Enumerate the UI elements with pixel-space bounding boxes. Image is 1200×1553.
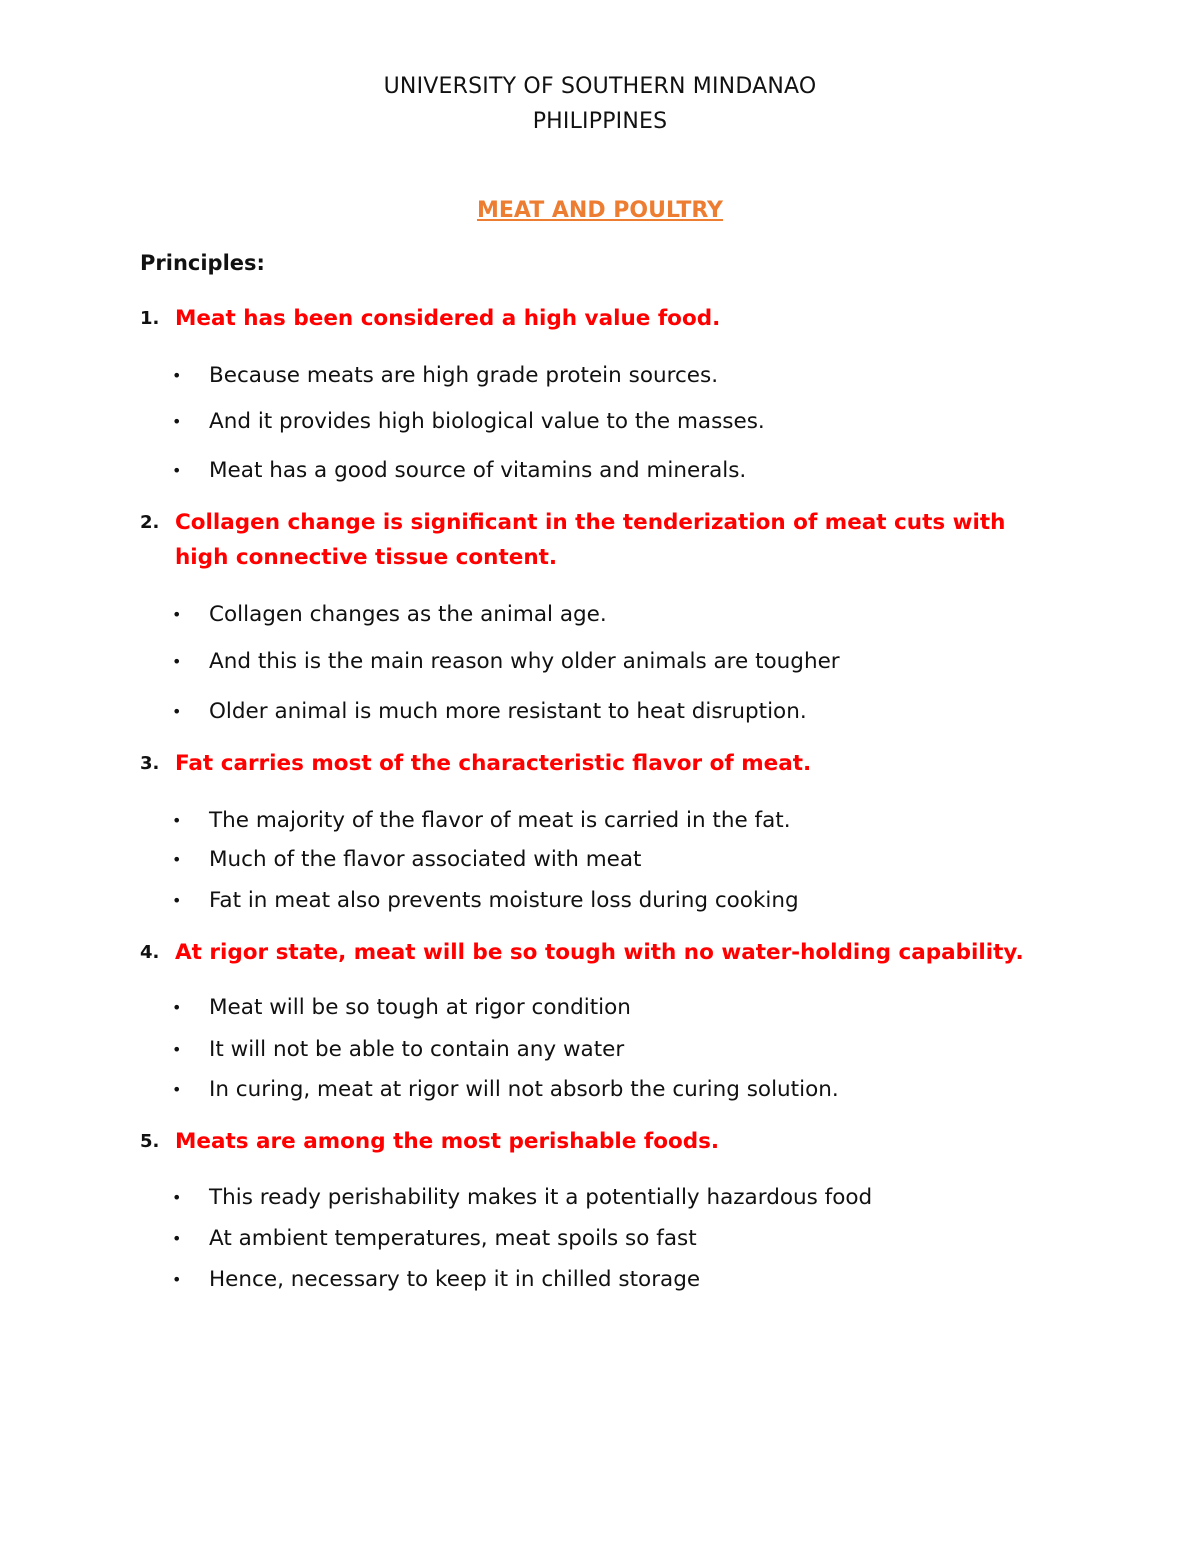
principle-heading bbox=[140, 301, 1060, 336]
list-item-text: Fat in meat also prevents moisture loss during cooking bbox=[209, 888, 799, 913]
bullet-icon: • bbox=[172, 998, 182, 1017]
principle-heading-text: Meat has been considered a high value food. bbox=[175, 306, 721, 331]
bullet-icon: • bbox=[172, 1229, 182, 1248]
principle-4 bbox=[140, 935, 1060, 970]
bullet-icon: • bbox=[172, 652, 182, 671]
principle-number: 1. bbox=[140, 308, 160, 329]
bullet-icon: • bbox=[172, 702, 182, 721]
principle-heading-text: Fat carries most of the characteristic flavor of meat. bbox=[175, 751, 812, 776]
list-item-text: Much of the flavor associated with meat bbox=[209, 847, 642, 872]
list-item-text: In curing, meat at rigor will not absorb the curing solution. bbox=[209, 1077, 839, 1102]
principle-heading bbox=[140, 1124, 1060, 1159]
principle-5 bbox=[140, 1124, 1060, 1159]
principle-heading bbox=[140, 746, 1060, 781]
list-item-text: Collagen changes as the animal age. bbox=[209, 602, 607, 627]
principle-heading bbox=[140, 935, 1060, 970]
list-item-text: This ready perishability makes it a potentially hazardous food bbox=[209, 1185, 873, 1210]
document-title: MEAT AND POULTRY bbox=[476, 198, 723, 223]
list-item-text: At ambient temperatures, meat spoils so fast bbox=[209, 1226, 697, 1251]
principle-2 bbox=[140, 505, 1060, 575]
bullet-icon: • bbox=[172, 1080, 182, 1099]
list-item-text: It will not be able to contain any water bbox=[209, 1037, 625, 1062]
list-item-text: Older animal is much more resistant to heat disruption. bbox=[209, 699, 807, 724]
principle-heading bbox=[140, 505, 1060, 575]
country-name: PHILIPPINES bbox=[532, 109, 668, 134]
principle-number: 5. bbox=[140, 1131, 160, 1152]
principle-heading-text: At rigor state, meat will be so tough with no water-holding capability. bbox=[175, 940, 1024, 965]
bullet-icon: • bbox=[172, 1270, 182, 1289]
principle-heading-text: Collagen change is significant in the tenderization of meat cuts with high connective tissue content. bbox=[175, 510, 1006, 570]
list-item-text: And it provides high biological value to the masses. bbox=[209, 409, 765, 434]
university-name: UNIVERSITY OF SOUTHERN MINDANAO bbox=[383, 74, 817, 99]
list-item-text: And this is the main reason why older animals are tougher bbox=[209, 649, 840, 674]
principle-heading-text: Meats are among the most perishable foods. bbox=[175, 1129, 720, 1154]
principle-number: 3. bbox=[140, 753, 160, 774]
principle-number: 2. bbox=[140, 512, 160, 533]
bullet-icon: • bbox=[172, 605, 182, 624]
bullet-icon: • bbox=[172, 1040, 182, 1059]
bullet-icon: • bbox=[172, 366, 182, 385]
principle-3 bbox=[140, 746, 1060, 781]
bullet-icon: • bbox=[172, 850, 182, 869]
bullet-icon: • bbox=[172, 1188, 182, 1207]
principle-number: 4. bbox=[140, 942, 160, 963]
principle-1 bbox=[140, 301, 1060, 336]
section-label: Principles: bbox=[140, 251, 265, 275]
list-item-text: The majority of the flavor of meat is carried in the fat. bbox=[209, 808, 791, 833]
bullet-icon: • bbox=[172, 891, 182, 910]
list-item-text: Meat will be so tough at rigor condition bbox=[209, 995, 631, 1020]
bullet-icon: • bbox=[172, 811, 182, 830]
list-item-text: Hence, necessary to keep it in chilled storage bbox=[209, 1267, 701, 1292]
list-item-text: Meat has a good source of vitamins and minerals. bbox=[209, 458, 747, 483]
bullet-icon: • bbox=[172, 412, 182, 431]
list-item-text: Because meats are high grade protein sources. bbox=[209, 363, 719, 388]
bullet-icon: • bbox=[172, 461, 182, 480]
